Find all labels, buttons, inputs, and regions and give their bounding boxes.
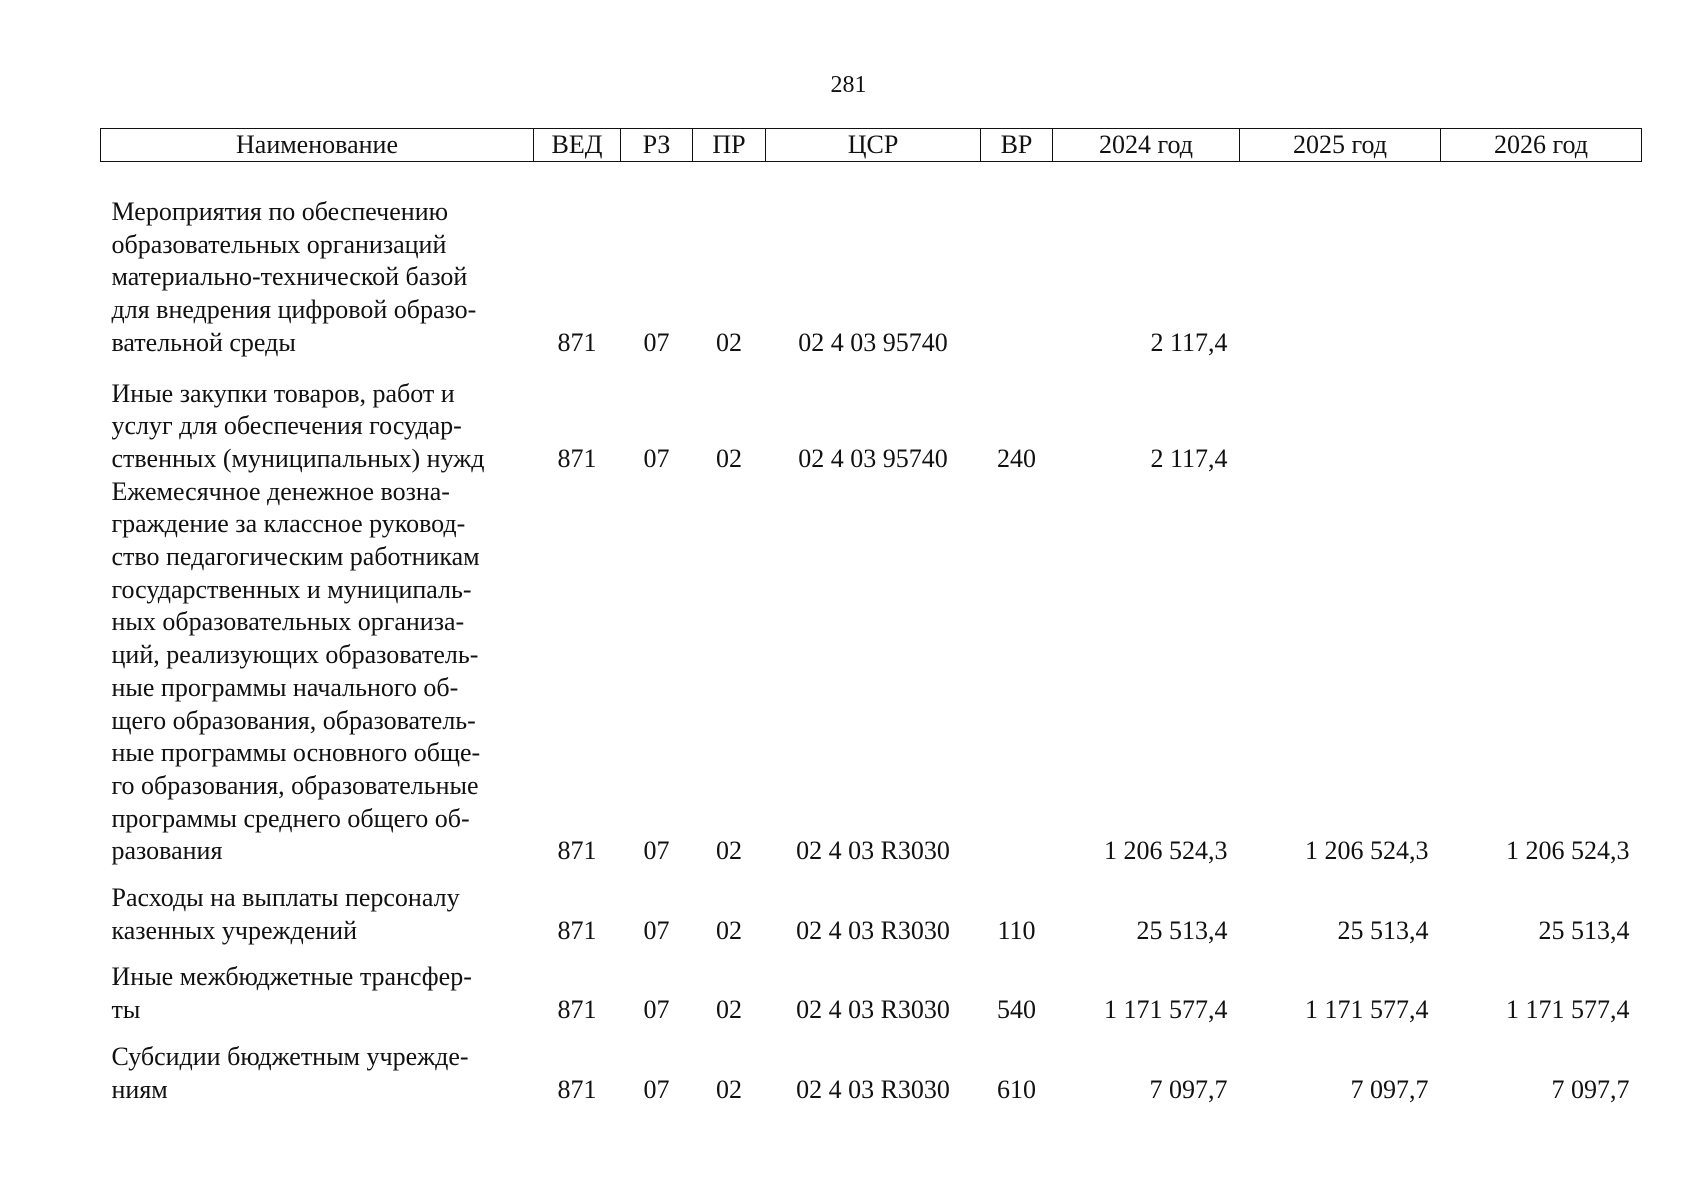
name-line: государственных и муниципаль-: [111, 574, 472, 604]
table-body: [101, 162, 1642, 1107]
cell-2025: [1240, 162, 1441, 360]
cell-ved: 871: [557, 1074, 597, 1104]
cell-2024: 2 117,4: [1150, 327, 1228, 357]
table-row: [101, 947, 1642, 1026]
cell-name: [101, 162, 534, 360]
name-line: Расходы на выплаты персоналу: [111, 883, 460, 913]
header-vr: ВР: [981, 129, 1053, 162]
cell-vr: 540: [997, 995, 1036, 1025]
name-line: Субсидии бюджетным учрежде-: [111, 1041, 469, 1071]
cell-csr: 02 4 03 R3030: [796, 1074, 950, 1104]
name-line: щего образования, образователь-: [111, 705, 476, 735]
name-line: материально-технической базой: [111, 262, 468, 292]
cell-2025: 25 513,4: [1337, 915, 1429, 945]
cell-name: [101, 360, 534, 476]
cell-rz: 07: [643, 443, 670, 473]
cell-2026: [1441, 162, 1642, 360]
cell-pr: 02: [716, 443, 742, 473]
cell-csr: 02 4 03 95740: [798, 327, 948, 357]
header-2024: 2024 год: [1053, 129, 1240, 162]
cell-rz: 07: [643, 995, 670, 1025]
cell-csr: 02 4 03 R3030: [796, 915, 950, 945]
cell-ved: 871: [557, 443, 597, 473]
cell-vr: [981, 162, 1053, 360]
cell-csr: 02 4 03 R3030: [796, 995, 950, 1025]
name-line: ных образовательных организа-: [111, 607, 465, 637]
cell-vr: 240: [997, 443, 1036, 473]
budget-table: [100, 128, 1642, 1106]
name-line: ные программы основного обще-: [111, 738, 481, 768]
header-ved: ВЕД: [534, 129, 621, 162]
name-line: для внедрения цифровой образо-: [111, 295, 477, 325]
table-row: [101, 162, 1642, 360]
name-line: вательной среды: [111, 327, 296, 357]
cell-2026: [1441, 360, 1642, 476]
header-pr: ПР: [693, 129, 766, 162]
name-line: Иные межбюджетные трансфер-: [111, 962, 472, 992]
header-csr: ЦСР: [766, 129, 981, 162]
name-line: ты: [111, 995, 141, 1025]
table-row: [101, 476, 1642, 868]
cell-2025: 1 206 524,3: [1305, 836, 1429, 866]
cell-ved: 871: [557, 836, 597, 866]
cell-2026: 25 513,4: [1538, 915, 1630, 945]
cell-pr: 02: [716, 327, 742, 357]
name-line: го образования, образовательные: [111, 770, 479, 800]
cell-name: [101, 476, 534, 868]
name-line: ций, реализующих образователь-: [111, 640, 479, 670]
table-row: [101, 868, 1642, 947]
table-row: [101, 1027, 1642, 1106]
header-2025: 2025 год: [1240, 129, 1441, 162]
cell-ved: 871: [557, 915, 597, 945]
page-number: 281: [830, 72, 867, 98]
cell-ved: 871: [557, 995, 597, 1025]
name-line: ниям: [111, 1074, 168, 1104]
name-line: ственных (муниципальных) нужд: [111, 443, 485, 473]
cell-pr: 02: [716, 915, 742, 945]
cell-2025: 1 171 577,4: [1305, 995, 1429, 1025]
cell-2026: 1 171 577,4: [1506, 995, 1630, 1025]
cell-csr: 02 4 03 95740: [798, 443, 948, 473]
name-line: Мероприятия по обеспечению: [111, 197, 449, 226]
cell-2026: 1 206 524,3: [1506, 836, 1630, 866]
cell-2024: 2 117,4: [1150, 443, 1228, 473]
cell-2024: 25 513,4: [1136, 915, 1228, 945]
cell-2024: 7 097,7: [1149, 1074, 1228, 1104]
name-line: Иные закупки товаров, работ и: [111, 378, 455, 408]
cell-name: [101, 1027, 534, 1106]
header-name: Наименование: [101, 129, 534, 162]
cell-vr: [981, 476, 1053, 868]
cell-rz: 07: [643, 915, 670, 945]
cell-2025: 7 097,7: [1350, 1074, 1429, 1104]
name-line: казенных учреждений: [111, 915, 357, 945]
cell-pr: 02: [716, 995, 742, 1025]
name-line: услуг для обеспечения государ-: [111, 411, 462, 441]
cell-2024: 1 206 524,3: [1104, 836, 1228, 866]
cell-name: [101, 947, 534, 1026]
cell-vr: 110: [997, 915, 1036, 945]
cell-pr: 02: [716, 1074, 742, 1104]
cell-rz: 07: [643, 1074, 670, 1104]
cell-rz: 07: [643, 836, 670, 866]
header-row: [101, 129, 1642, 162]
name-line: программы среднего общего об-: [111, 803, 470, 833]
cell-pr: 02: [716, 836, 742, 866]
name-line: Ежемесячное денежное возна-: [111, 476, 450, 506]
table-header: [101, 129, 1642, 162]
header-rz: РЗ: [621, 129, 693, 162]
name-line: ные программы начального об-: [111, 672, 459, 702]
cell-vr: 610: [997, 1074, 1036, 1104]
cell-2026: 7 097,7: [1551, 1074, 1630, 1104]
cell-2024: 1 171 577,4: [1104, 995, 1228, 1025]
cell-2025: [1240, 360, 1441, 476]
table-row: [101, 360, 1642, 476]
cell-rz: 07: [643, 327, 670, 357]
name-line: граждение за классное руковод-: [111, 509, 466, 539]
header-2026: 2026 год: [1441, 129, 1642, 162]
name-line: ство педагогическим работникам: [111, 542, 480, 572]
cell-ved: 871: [557, 327, 597, 357]
name-line: разования: [111, 836, 223, 866]
name-line: образовательных организаций: [111, 229, 447, 259]
cell-csr: 02 4 03 R3030: [796, 836, 950, 866]
cell-name: [101, 868, 534, 947]
